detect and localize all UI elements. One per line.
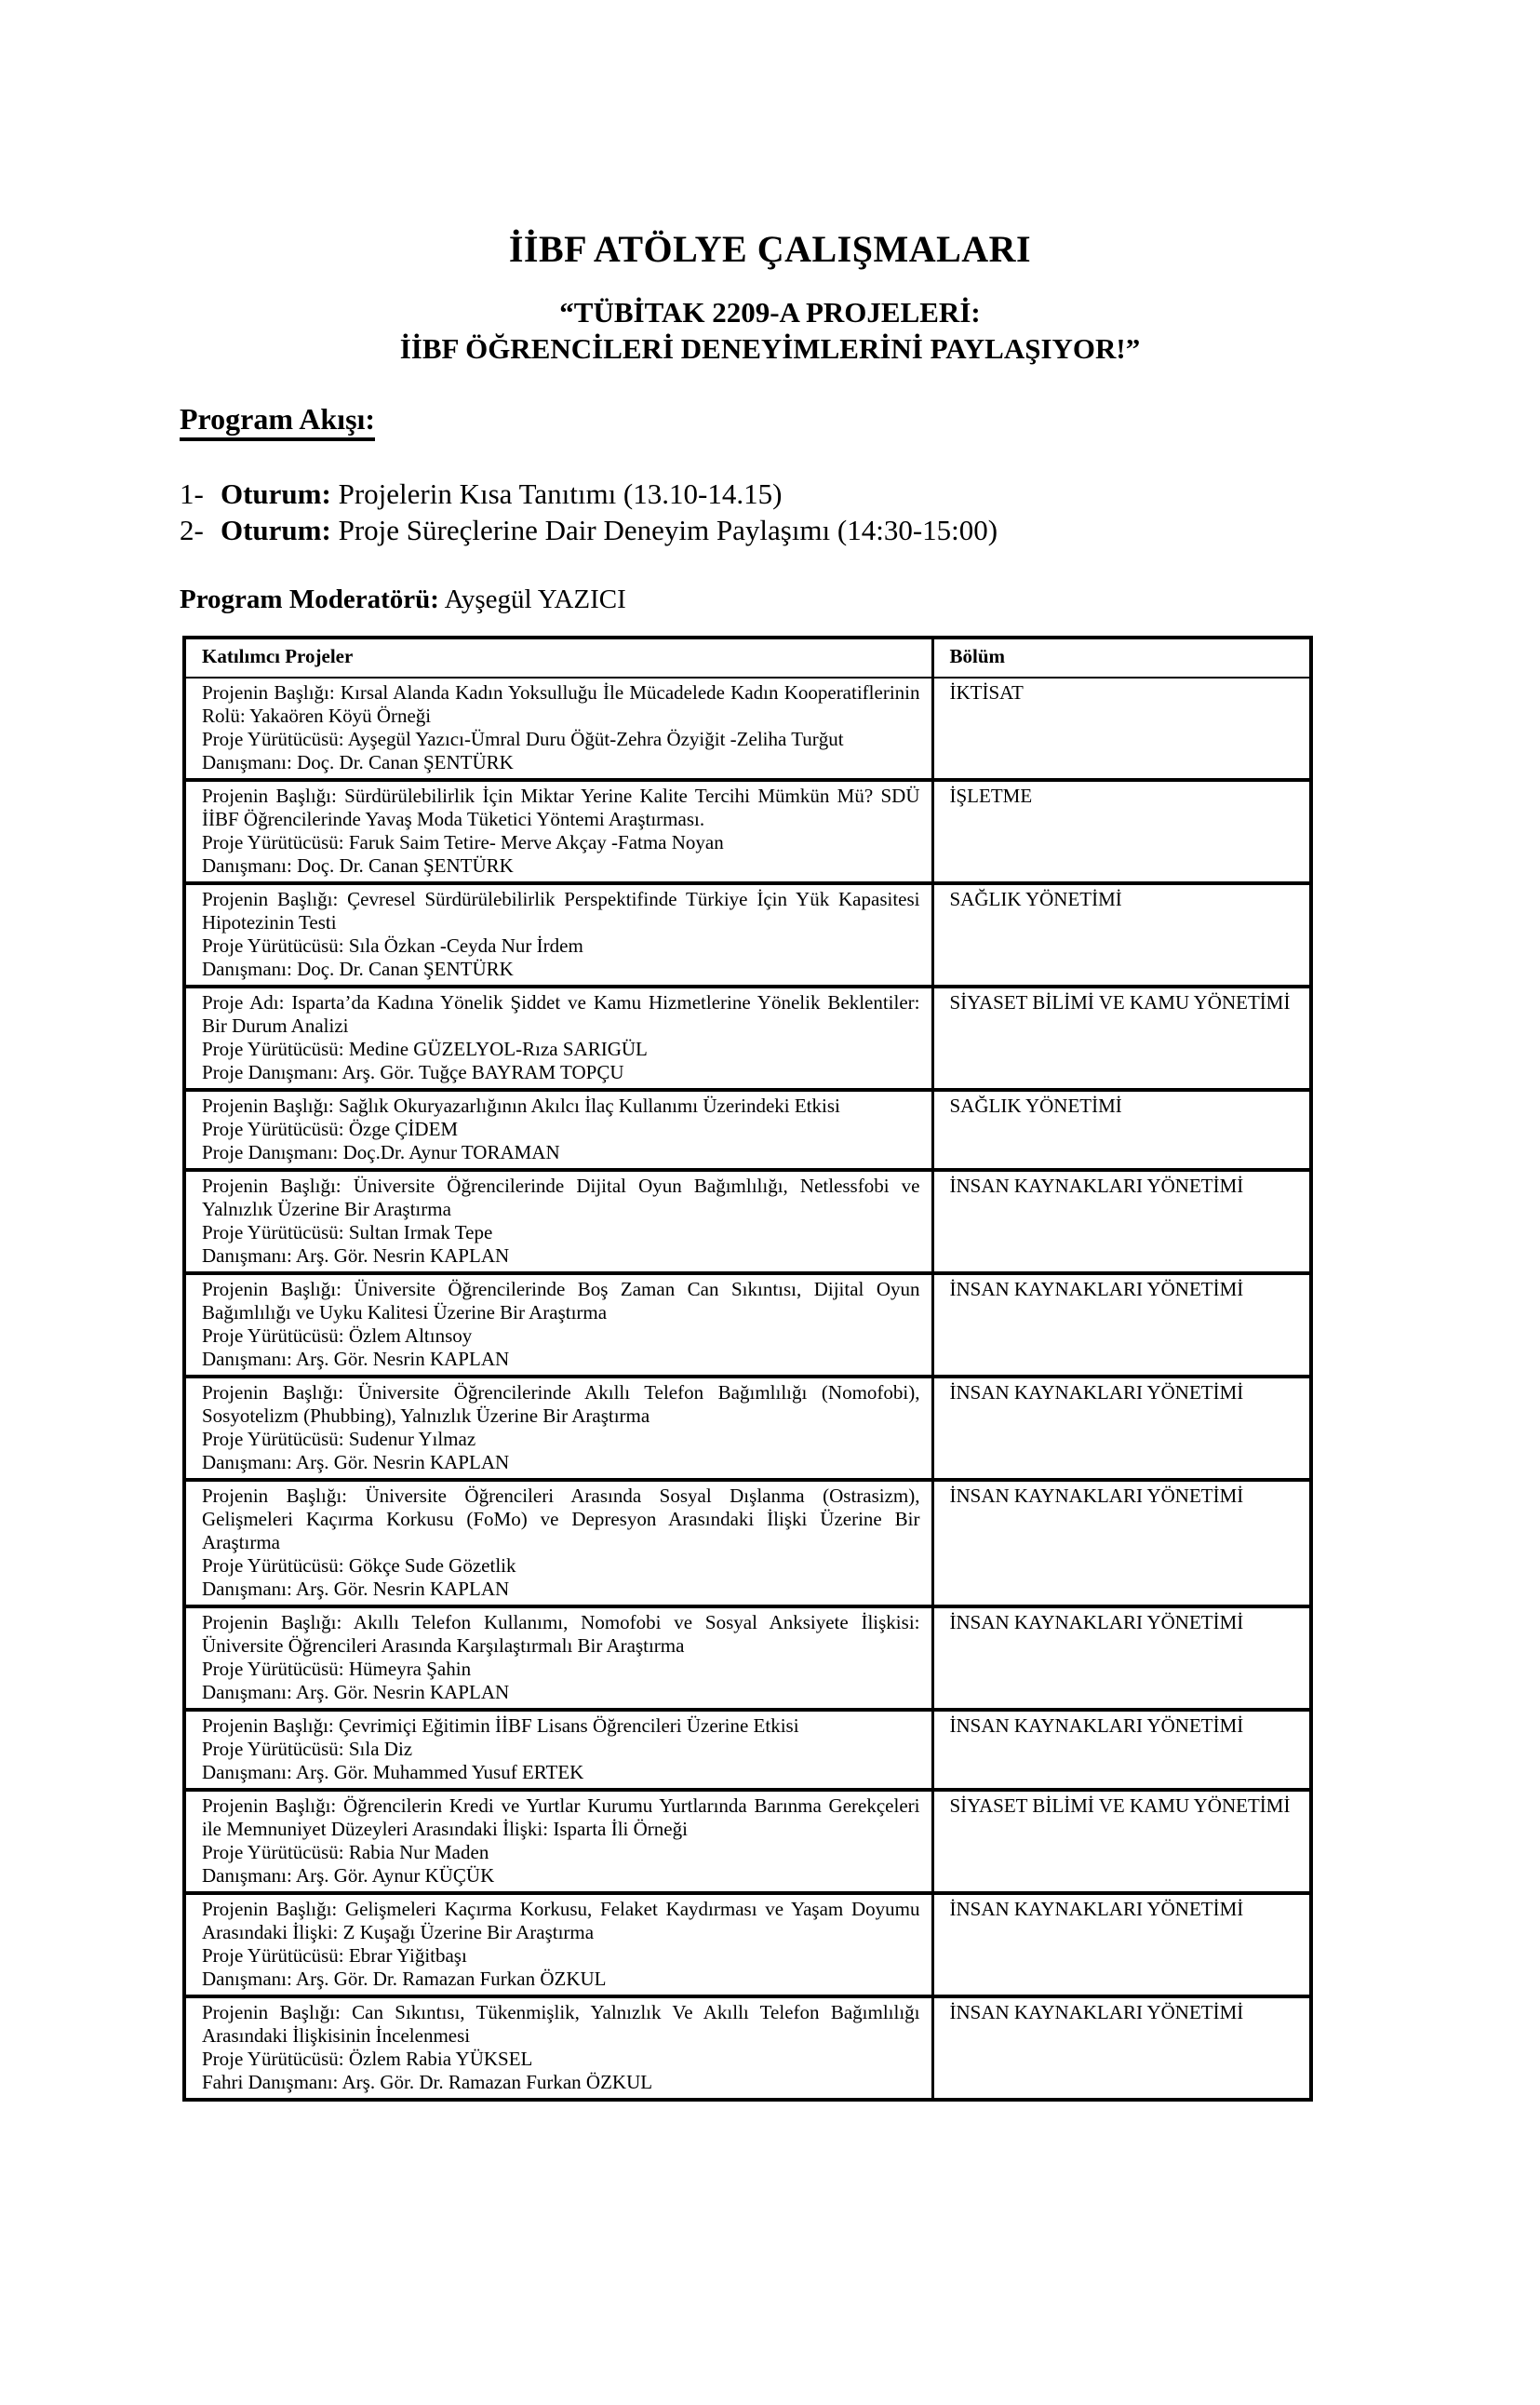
project-line: Danışmanı: Arş. Gör. Nesrin KAPLAN	[202, 1244, 510, 1267]
project-line: Danışmanı: Arş. Gör. Aynur KÜÇÜK	[202, 1864, 495, 1887]
project-cell	[184, 780, 932, 883]
project-line: Projenin Başlığı: Çevresel Sürdürülebilirlik Perspektifinde Türkiye İçin Yük Kapasitesi Hipotezinin Testi	[202, 888, 920, 934]
department-cell: İNSAN KAYNAKLARI YÖNETİMİ	[932, 1273, 1311, 1377]
project-cell	[184, 987, 932, 1090]
project-line: Proje Yürütücüsü: Ebrar Yiğitbaşı	[202, 1944, 467, 1967]
table-row	[184, 1893, 1311, 1996]
project-line: Proje Yürütücüsü: Hümeyra Şahin	[202, 1658, 472, 1680]
project-line: Proje Danışmanı: Arş. Gör. Tuğçe BAYRAM TOPÇU	[202, 1061, 624, 1083]
session-list	[180, 476, 1540, 548]
project-line: Fahri Danışmanı: Arş. Gör. Dr. Ramazan Furkan ÖZKUL	[202, 2071, 653, 2093]
subtitle-line-1: “TÜBİTAK 2209-A PROJELERİ:	[559, 296, 981, 329]
project-line: Danışmanı: Arş. Gör. Muhammed Yusuf ERTEK	[202, 1761, 584, 1783]
project-line: Danışmanı: Doç. Dr. Canan ŞENTÜRK	[202, 854, 514, 877]
table-row	[184, 678, 1311, 780]
projects-table-body	[184, 678, 1311, 2100]
department-cell: İKTİSAT	[932, 678, 1311, 780]
department-cell: SAĞLIK YÖNETİMİ	[932, 883, 1311, 987]
table-row	[184, 1090, 1311, 1170]
header-row	[184, 638, 1311, 678]
project-line: Proje Yürütücüsü: Faruk Saim Tetire- Merve Akçay -Fatma Noyan	[202, 831, 724, 853]
department-cell: İŞLETME	[932, 780, 1311, 883]
project-line: Proje Yürütücüsü: Özlem Altınsoy	[202, 1324, 473, 1347]
project-cell	[184, 1710, 932, 1790]
project-line: Projenin Başlığı: Gelişmeleri Kaçırma Korkusu, Felaket Kaydırması ve Yaşam Doyumu Arasındaki İlişki: Z Kuşağı Üzerine Bir Araştırma	[202, 1898, 920, 1943]
project-line: Danışmanı: Doç. Dr. Canan ŞENTÜRK	[202, 958, 514, 980]
project-cell	[184, 1170, 932, 1273]
project-cell	[184, 1606, 932, 1710]
session-label: Oturum:	[221, 477, 331, 510]
project-line: Proje Danışmanı: Doç.Dr. Aynur TORAMAN	[202, 1141, 560, 1163]
project-line: Projenin Başlığı: Çevrimiçi Eğitimin İİBF Lisans Öğrencileri Üzerine Etkisi	[202, 1714, 799, 1737]
project-line: Danışmanı: Arş. Gör. Nesrin KAPLAN	[202, 1451, 510, 1473]
document-title: İİBF ATÖLYE ÇALIŞMALARI	[508, 228, 1032, 270]
project-cell	[184, 1377, 932, 1480]
table-row	[184, 780, 1311, 883]
project-line: Proje Yürütücüsü: Sultan Irmak Tepe	[202, 1221, 493, 1243]
table-row	[184, 1273, 1311, 1377]
table-row	[184, 1480, 1311, 1606]
project-line: Projenin Başlığı: Akıllı Telefon Kullanımı, Nomofobi ve Sosyal Anksiyete İlişkisi: Üniversite Öğrencileri Arasında Karşılaştırmalı Bir Araştırma	[202, 1611, 920, 1657]
subtitle-line-2: İİBF ÖĞRENCİLERİ DENEYİMLERİNİ PAYLAŞIYOR!”	[399, 332, 1141, 365]
department-cell: İNSAN KAYNAKLARI YÖNETİMİ	[932, 1480, 1311, 1606]
program-flow-heading	[180, 403, 1540, 441]
project-line: Projenin Başlığı: Üniversite Öğrencilerinde Boş Zaman Can Sıkıntısı, Dijital Oyun Bağımlılığı ve Uyku Kalitesi Üzerine Bir Araştırma	[202, 1278, 920, 1323]
project-cell	[184, 1090, 932, 1170]
project-line: Proje Yürütücüsü: Ayşegül Yazıcı-Ümral Duru Öğüt-Zehra Özyiğit -Zeliha Turğut	[202, 728, 844, 750]
moderator-label: Program Moderatörü:	[180, 584, 439, 614]
document-subtitle	[0, 294, 1540, 367]
table-row	[184, 1710, 1311, 1790]
project-line: Proje Yürütücüsü: Özge ÇİDEM	[202, 1118, 459, 1140]
project-line: Proje Yürütücüsü: Gökçe Sude Gözetlik	[202, 1554, 516, 1577]
session-label: Oturum:	[221, 514, 331, 546]
department-cell: İNSAN KAYNAKLARI YÖNETİMİ	[932, 1377, 1311, 1480]
project-line: Projenin Başlığı: Öğrencilerin Kredi ve Yurtlar Kurumu Yurtlarında Barınma Gerekçeleri ile Memnuniyet Düzeyleri Arasındaki İlişki: Isparta İli Örneği	[202, 1794, 920, 1840]
document-page	[0, 228, 1540, 2405]
project-line: Proje Yürütücüsü: Rabia Nur Maden	[202, 1841, 489, 1863]
column-header-department: Bölüm	[932, 638, 1311, 678]
project-line: Projenin Başlığı: Sürdürülebilirlik İçin Miktar Yerine Kalite Tercihi Mümkün Mü? SDÜ İİBF Öğrencilerinde Yavaş Moda Tüketici Yöntemi Araştırması.	[202, 785, 920, 830]
project-line: Projenin Başlığı: Can Sıkıntısı, Tükenmişlik, Yalnızlık Ve Akıllı Telefon Bağımlılığı Arasındaki İlişkisinin İncelenmesi	[202, 2001, 920, 2047]
project-line: Projenin Başlığı: Sağlık Okuryazarlığının Akılcı İlaç Kullanımı Üzerindeki Etkisi	[202, 1095, 840, 1117]
program-flow-heading-text: Program Akışı:	[180, 403, 375, 441]
project-line: Projenin Başlığı: Üniversite Öğrencilerinde Akıllı Telefon Bağımlılığı (Nomofobi), Sosyotelizm (Phubbing), Yalnızlık Üzerine Bir Araştırma	[202, 1381, 920, 1427]
project-cell	[184, 1273, 932, 1377]
project-line: Proje Yürütücüsü: Sıla Özkan -Ceyda Nur İrdem	[202, 934, 583, 957]
table-row	[184, 1790, 1311, 1893]
session-text: Projelerin Kısa Tanıtımı (13.10-14.15)	[338, 477, 783, 510]
projects-table-header	[184, 638, 1311, 678]
project-line: Projenin Başlığı: Üniversite Öğrencileri Arasında Sosyal Dışlanma (Ostrasizm), Gelişmeleri Kaçırma Korkusu (FoMo) ve Depresyon Arasındaki İlişki Üzerine Bir Araştırma	[202, 1485, 920, 1553]
department-cell: SİYASET BİLİMİ VE KAMU YÖNETİMİ	[932, 1790, 1311, 1893]
project-line: Projenin Başlığı: Kırsal Alanda Kadın Yoksulluğu İle Mücadelede Kadın Kooperatiflerinin Rolü: Yakaören Köyü Örneği	[202, 681, 920, 727]
project-cell	[184, 1996, 932, 2100]
project-line: Danışmanı: Arş. Gör. Dr. Ramazan Furkan ÖZKUL	[202, 1968, 607, 1990]
project-cell	[184, 1480, 932, 1606]
department-cell: İNSAN KAYNAKLARI YÖNETİMİ	[932, 1606, 1311, 1710]
department-cell: İNSAN KAYNAKLARI YÖNETİMİ	[932, 1710, 1311, 1790]
moderator-name: Ayşegül YAZICI	[444, 584, 626, 614]
session-number: 1-	[180, 477, 204, 510]
project-cell	[184, 1790, 932, 1893]
table-row	[184, 1377, 1311, 1480]
project-cell	[184, 1893, 932, 1996]
table-row	[184, 1606, 1311, 1710]
project-line: Projenin Başlığı: Üniversite Öğrencilerinde Dijital Oyun Bağımlılığı, Netlessfobi ve Yalnızlık Üzerine Bir Araştırma	[202, 1175, 920, 1220]
session-number: 2-	[180, 514, 204, 546]
moderator-line	[180, 584, 1540, 615]
department-cell: İNSAN KAYNAKLARI YÖNETİMİ	[932, 1170, 1311, 1273]
session-text: Proje Süreçlerine Dair Deneyim Paylaşımı (14:30-15:00)	[338, 514, 998, 546]
session-item-1	[180, 476, 1540, 512]
project-cell	[184, 678, 932, 780]
project-line: Proje Yürütücüsü: Özlem Rabia YÜKSEL	[202, 2048, 533, 2070]
project-line: Proje Yürütücüsü: Sudenur Yılmaz	[202, 1428, 476, 1450]
project-line: Danışmanı: Arş. Gör. Nesrin KAPLAN	[202, 1578, 510, 1600]
department-cell: İNSAN KAYNAKLARI YÖNETİMİ	[932, 1893, 1311, 1996]
table-row	[184, 987, 1311, 1090]
project-line: Proje Yürütücüsü: Medine GÜZELYOL-Rıza SARIGÜL	[202, 1038, 648, 1060]
project-line: Proje Yürütücüsü: Sıla Diz	[202, 1738, 413, 1760]
department-cell: İNSAN KAYNAKLARI YÖNETİMİ	[932, 1996, 1311, 2100]
project-cell	[184, 883, 932, 987]
session-item-2	[180, 512, 1540, 548]
table-row	[184, 1170, 1311, 1273]
table-row	[184, 1996, 1311, 2100]
project-line: Danışmanı: Arş. Gör. Nesrin KAPLAN	[202, 1681, 510, 1703]
project-line: Proje Adı: Isparta’da Kadına Yönelik Şiddet ve Kamu Hizmetlerine Yönelik Beklentiler: Bir Durum Analizi	[202, 991, 920, 1037]
project-line: Danışmanı: Doç. Dr. Canan ŞENTÜRK	[202, 751, 514, 773]
department-cell: SAĞLIK YÖNETİMİ	[932, 1090, 1311, 1170]
column-header-projects: Katılımcı Projeler	[184, 638, 932, 678]
department-cell: SİYASET BİLİMİ VE KAMU YÖNETİMİ	[932, 987, 1311, 1090]
table-row	[184, 883, 1311, 987]
project-line: Danışmanı: Arş. Gör. Nesrin KAPLAN	[202, 1348, 510, 1370]
projects-table	[182, 636, 1313, 2102]
